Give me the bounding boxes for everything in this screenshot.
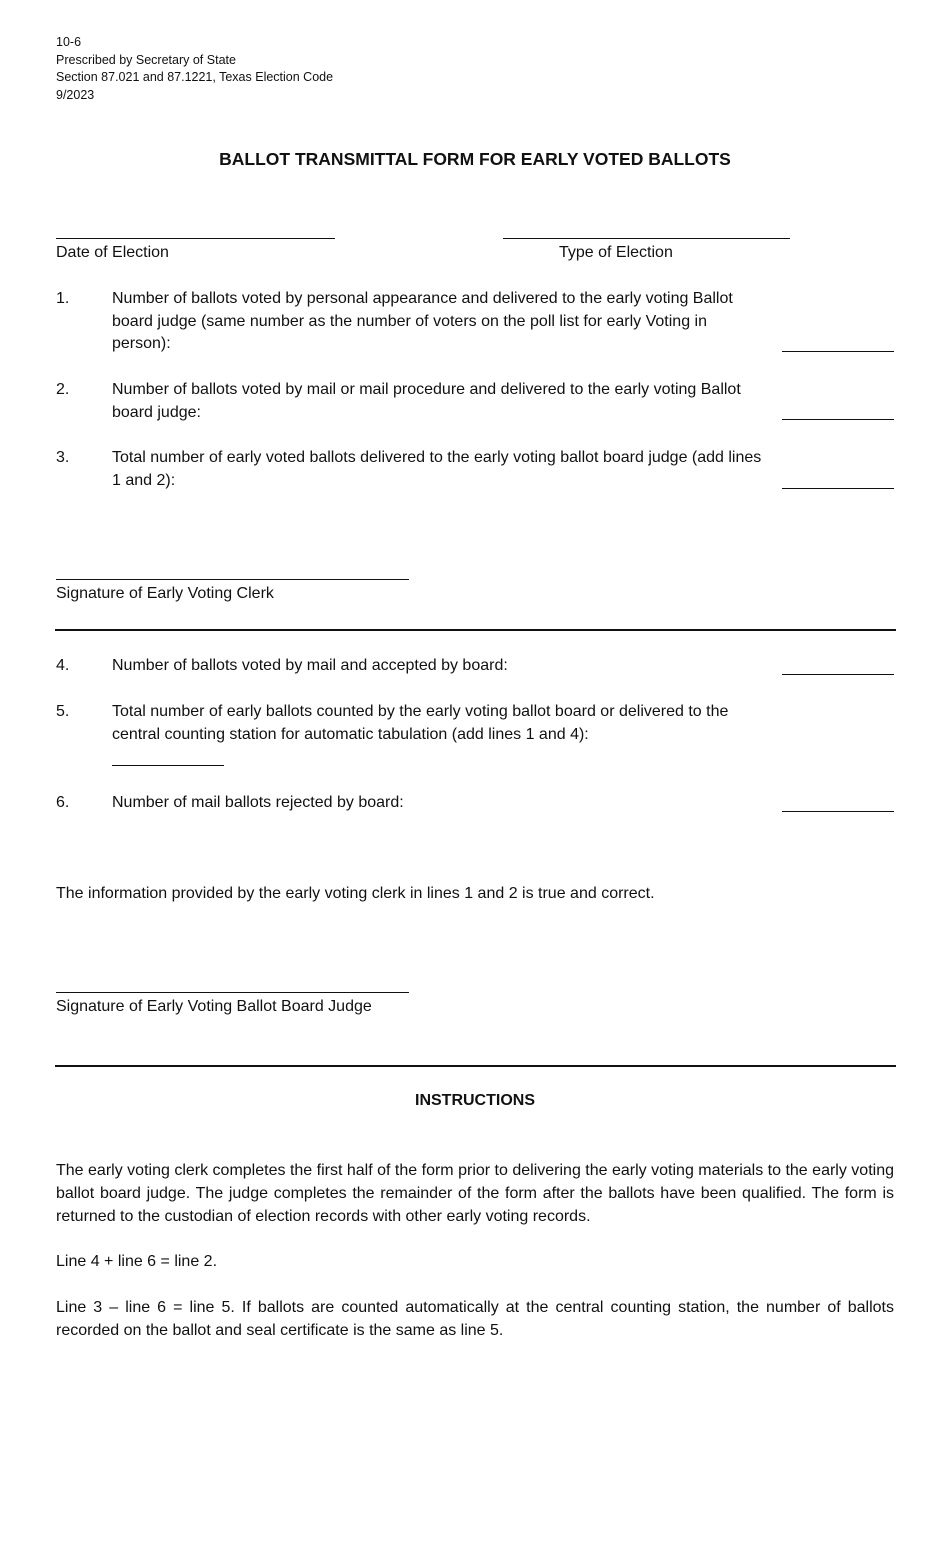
form-title: BALLOT TRANSMITTAL FORM FOR EARLY VOTED BALLOTS — [219, 149, 731, 169]
date-of-election-field[interactable] — [56, 238, 335, 239]
item-4-text: Number of ballots voted by mail and accepted by board: — [112, 657, 508, 674]
judge-signature-field[interactable] — [56, 992, 409, 993]
item-6-number: 6. — [56, 794, 70, 811]
certification-statement: The information provided by the early voting clerk in lines 1 and 2 is true and correct. — [56, 885, 655, 902]
item-6-field[interactable] — [782, 811, 894, 812]
item-3-text: Total number of early voted ballots delivered to the early voting ballot board judge (add lines 1 and 2): — [112, 449, 762, 489]
clerk-signature-label: Signature of Early Voting Clerk — [56, 585, 274, 602]
form-header-meta — [56, 34, 333, 104]
prescribed-by: Prescribed by Secretary of State — [56, 52, 236, 67]
section-divider — [55, 629, 896, 631]
item-3-number: 3. — [56, 449, 70, 466]
item-1-text: Number of ballots voted by personal appearance and delivered to the early voting Ballot board judge (same number as the number of voters on the poll list for early Voting in person): — [112, 290, 733, 352]
item-5-text: Total number of early ballots counted by the early voting ballot board or delivered to the central counting station for automatic tabulation (add lines 1 and 4): — [112, 703, 729, 743]
instructions-paragraph-1: The early voting clerk completes the first half of the form prior to delivering the early voting materials to the early voting ballot board judge. The judge completes the remainder of the form after the ballots have been qualified. The form is returned to the custodian of election records with other early voting records. — [56, 1162, 894, 1225]
instructions-paragraph-2: Line 4 + line 6 = line 2. — [56, 1253, 218, 1270]
form-number: 10-6 — [56, 35, 82, 49]
instructions-divider — [55, 1065, 896, 1067]
item-2-number: 2. — [56, 381, 70, 398]
item-5-number: 5. — [56, 703, 70, 720]
type-of-election-label: Type of Election — [559, 244, 673, 261]
item-2-field[interactable] — [782, 419, 894, 420]
item-4-number: 4. — [56, 657, 70, 674]
item-5-field[interactable] — [112, 765, 224, 766]
item-2-text: Number of ballots voted by mail or mail procedure and delivered to the early voting Ballot board judge: — [112, 381, 741, 421]
item-1-number: 1. — [56, 290, 70, 307]
instructions-paragraph-3: Line 3 – line 6 = line 5. If ballots are counted automatically at the central counting station, the number of ballots recorded on the ballot and seal certificate is the same as line 5. — [56, 1299, 894, 1339]
item-6-text: Number of mail ballots rejected by board: — [112, 794, 404, 811]
item-3-field[interactable] — [782, 488, 894, 489]
code-reference: Section 87.021 and 87.1221, Texas Election Code — [56, 70, 334, 84]
date-of-election-label: Date of Election — [56, 244, 169, 261]
clerk-signature-field[interactable] — [56, 579, 409, 580]
judge-signature-label: Signature of Early Voting Ballot Board Judge — [56, 998, 372, 1015]
item-4-field[interactable] — [782, 674, 894, 675]
item-1-field[interactable] — [782, 351, 894, 352]
type-of-election-field[interactable] — [503, 238, 790, 239]
instructions-heading: INSTRUCTIONS — [415, 1092, 535, 1109]
revision-date: 9/2023 — [56, 87, 95, 102]
